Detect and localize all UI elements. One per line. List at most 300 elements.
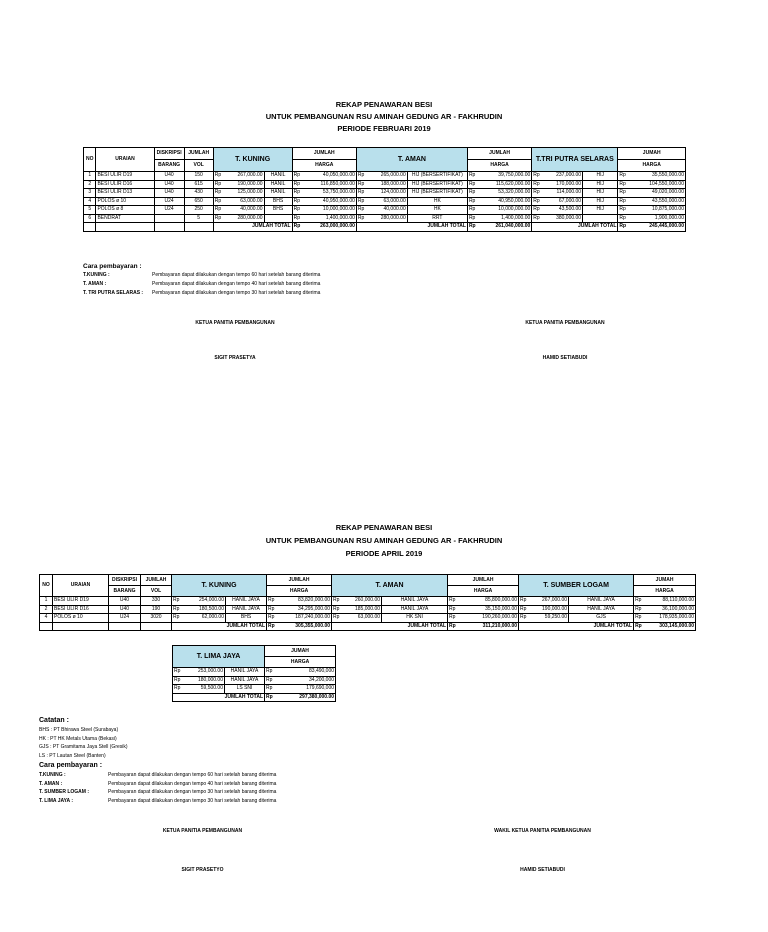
row-total: 40,950,000.00	[478, 197, 532, 206]
row-total: 34,295,000.00	[277, 605, 332, 614]
currency: Rp	[292, 197, 302, 206]
currency: Rp	[356, 172, 367, 181]
total-label: JUMLAH TOTAL	[356, 223, 467, 232]
row-vol: 5	[184, 214, 213, 223]
unit-price: 67,000.00	[543, 197, 582, 206]
unit-price: 63,000.00	[225, 197, 264, 206]
notes-list	[39, 726, 276, 760]
currency: Rp	[618, 206, 629, 215]
row-vol: 3020	[141, 614, 172, 623]
brand: HANIL JAYA	[226, 605, 267, 614]
payment-term	[39, 797, 276, 806]
payment-terms-title: Cara pembayaran :	[83, 263, 142, 270]
col-barang: BARANG	[109, 586, 141, 597]
currency: Rp	[532, 189, 543, 198]
report2-header	[40, 575, 696, 597]
row-total: 104,550,000.00	[629, 180, 685, 189]
total-value: 245,445,000.00	[629, 223, 685, 232]
col-vol: VOL	[141, 586, 172, 597]
currency: Rp	[265, 676, 275, 685]
total-label: JUMLAH TOTAL	[519, 622, 634, 631]
row-uraian: POLOS ø 10	[96, 197, 154, 206]
col-vol: VOL	[184, 160, 213, 172]
row-uraian: BESI ULIR D19	[53, 597, 109, 606]
row-total: 10,000,000.00	[302, 206, 356, 215]
signature-right-title: WAKIL KETUA PANITIA PEMBANGUNAN	[494, 828, 591, 834]
row-no: 1	[84, 172, 96, 181]
total-label: JUMLAH TOTAL	[172, 622, 267, 631]
currency: Rp	[532, 172, 543, 181]
row-uraian: BESI ULIR D19	[96, 172, 154, 181]
currency: Rp	[467, 206, 477, 215]
signature-left-title: KETUA PANITIA PEMBANGUNAN	[195, 320, 275, 326]
row-total: 190,260,000.00	[458, 614, 519, 623]
row-no: 6	[84, 214, 96, 223]
report1-title-line3: PERIODE FEBRUARI 2019	[337, 124, 431, 133]
col-harga: HARGA	[292, 160, 356, 172]
currency: Rp	[449, 622, 456, 629]
row-total: 83,820,000.00	[277, 597, 332, 606]
note-item: HK : PT HK Metals Utama (Bekasi)	[39, 735, 117, 742]
currency: Rp	[172, 605, 182, 614]
currency: Rp	[292, 180, 302, 189]
col-harga: HARGA	[448, 586, 519, 597]
unit-price: 40,000.00	[225, 206, 264, 215]
row-total: 53,750,000.00	[302, 189, 356, 198]
row-total: 1,400,000.00	[302, 214, 356, 223]
currency: Rp	[292, 172, 302, 181]
currency: Rp	[172, 614, 182, 623]
col-jumlah-harga: JUMLAH	[292, 148, 356, 160]
col-jumlah-harga: JUMLAH	[467, 148, 531, 160]
row-total: 10,000,000.00	[478, 206, 532, 215]
row-no: 4	[40, 614, 53, 623]
table-row	[173, 668, 336, 677]
currency: Rp	[213, 214, 224, 223]
term-text: Pembayaran dapat dilakukan dengan tempo 30 hari setelah barang diterima	[152, 290, 321, 296]
row-vol: 250	[184, 206, 213, 215]
row-no: 2	[40, 605, 53, 614]
table-row	[173, 676, 336, 685]
note-item: BHS : PT Bhirawa Steel (Surabaya)	[39, 727, 119, 733]
row-uraian: BENDRAT	[96, 214, 154, 223]
total-value: 303,145,000.00	[644, 622, 696, 631]
report2-body	[40, 597, 696, 623]
payment-term	[39, 771, 276, 780]
vendor-name: T. AMAN :	[83, 281, 107, 287]
brand: HK	[407, 206, 467, 215]
report2-title-line1: REKAP PENAWARAN BESI	[335, 523, 433, 532]
currency: Rp	[173, 668, 183, 677]
signature-right-title: KETUA PANITIA PEMBANGUNAN	[525, 320, 605, 326]
currency: Rp	[213, 180, 224, 189]
brand: HIJ (BERSERTIFIKAT)	[407, 180, 467, 189]
row-total: 36,100,000.00	[644, 605, 696, 614]
brand: HANIL JAYA	[569, 597, 634, 606]
unit-price: 280,000.00	[368, 214, 407, 223]
term-text: Pembayaran dapat dilakukan dengan tempo 40 hari setelah barang diterima	[152, 281, 321, 287]
row-diskripsi	[154, 214, 184, 223]
unit-price: 280,000.00	[225, 214, 264, 223]
row-diskripsi: U24	[154, 197, 184, 206]
row-no: 2	[84, 180, 96, 189]
currency: Rp	[448, 605, 458, 614]
currency: Rp	[292, 223, 302, 232]
col-jumlah-harga: JUMLAH	[267, 575, 332, 586]
currency: Rp	[356, 189, 367, 198]
row-total: 35,150,000.00	[458, 605, 519, 614]
row-diskripsi: U40	[154, 180, 184, 189]
currency: Rp	[618, 180, 629, 189]
total-value: 297,380,000.00	[275, 693, 336, 702]
unit-price: 124,000.00	[368, 189, 407, 198]
currency: Rp	[332, 605, 342, 614]
row-total: 39,750,000.00	[478, 172, 532, 181]
brand: HANIL	[264, 189, 292, 198]
vendor-name: T.KUNING :	[83, 272, 110, 278]
row-diskripsi: U24	[154, 206, 184, 215]
currency: Rp	[618, 197, 629, 206]
brand: GJS	[569, 614, 634, 623]
currency: Rp	[292, 189, 302, 198]
unit-price: 63,000.00	[342, 614, 382, 623]
col-harga: HARGA	[618, 160, 686, 172]
row-total: 178,935,000.00	[644, 614, 696, 623]
currency: Rp	[332, 614, 342, 623]
brand: HIJ	[583, 172, 618, 181]
brand: HANIL JAYA	[225, 676, 265, 685]
payment-term	[83, 271, 320, 280]
row-diskripsi: U40	[109, 597, 141, 606]
row-diskripsi: U40	[109, 605, 141, 614]
row-total: 10,875,000.00	[629, 206, 685, 215]
row-uraian: BESI ULIR D16	[96, 180, 154, 189]
brand: HIJ	[583, 197, 618, 206]
currency: Rp	[292, 206, 302, 215]
brand: HK	[407, 197, 467, 206]
col-harga: HARGA	[467, 160, 531, 172]
lima-jaya-table	[172, 645, 336, 702]
currency: Rp	[172, 597, 182, 606]
currency: Rp	[265, 685, 275, 694]
row-total: 85,800,000.00	[458, 597, 519, 606]
unit-price: 188,000.00	[368, 180, 407, 189]
signature-right-name: HAMID SETIABUDI	[542, 355, 588, 361]
brand: HANIL	[264, 172, 292, 181]
row-vol: 190	[141, 605, 172, 614]
col-jumlah: JUMLAH	[184, 148, 213, 160]
table-row	[84, 214, 686, 223]
row-total: 43,550,000.00	[629, 197, 685, 206]
unit-price: 380,000.00	[543, 214, 582, 223]
brand: HIJ	[583, 189, 618, 198]
col-jumah: JUMAH	[265, 646, 336, 657]
unit-price: 43,500.00	[543, 206, 582, 215]
currency: Rp	[467, 180, 477, 189]
brand: LS SNI	[225, 685, 265, 694]
signature-left-title: KETUA PANITIA PEMBANGUNAN	[162, 828, 243, 834]
row-diskripsi: U40	[154, 172, 184, 181]
report1-body	[84, 172, 686, 223]
unit-price: 185,000.00	[342, 605, 382, 614]
report2-total	[40, 622, 696, 631]
table-row	[84, 172, 686, 181]
currency: Rp	[332, 597, 342, 606]
unit-price: 180,500.00	[182, 605, 226, 614]
currency: Rp	[618, 189, 629, 198]
unit-price: 40,000.00	[368, 206, 407, 215]
vendor-name: T. LIMA JAYA :	[39, 797, 73, 804]
vendor-header: T. LIMA JAYA	[173, 646, 265, 668]
row-total: 116,850,000.00	[302, 180, 356, 189]
currency: Rp	[634, 605, 644, 614]
lima-jaya-total	[173, 693, 336, 702]
unit-price: 190,000.00	[225, 180, 264, 189]
signature-left-name: SIGIT PRASETYA	[214, 355, 256, 361]
unit-price: 265,000.00	[368, 172, 407, 181]
unit-price: 190,000.00	[529, 605, 569, 614]
currency: Rp	[448, 597, 458, 606]
col-uraian: URAIAN	[53, 575, 109, 597]
row-total: 1,400,000.00	[478, 214, 532, 223]
brand: BHS	[264, 206, 292, 215]
currency: Rp	[173, 676, 183, 685]
payment-term	[83, 280, 320, 289]
term-text: Pembayaran dapat dilakukan dengan tempo 60 hari setelah barang diterima	[108, 772, 277, 778]
currency: Rp	[635, 622, 642, 629]
currency: Rp	[265, 668, 275, 677]
col-barang: BARANG	[154, 160, 184, 172]
currency: Rp	[266, 693, 273, 700]
report2-notes	[39, 715, 276, 805]
table-row	[40, 597, 696, 606]
currency: Rp	[448, 614, 458, 623]
currency: Rp	[532, 206, 543, 215]
table-row	[84, 197, 686, 206]
report1-payment-terms	[83, 262, 320, 298]
total-label: JUMLAH TOTAL	[173, 693, 265, 702]
brand: HIJ (BERSERTIFIKAT)	[407, 172, 467, 181]
currency: Rp	[356, 180, 367, 189]
total-value: 305,355,000.00	[277, 622, 332, 631]
unit-price: 170,000.00	[543, 180, 582, 189]
payment-terms-title: Cara pembayaran :	[39, 762, 103, 769]
brand: BHS	[226, 614, 267, 623]
total-label: JUMLAH TOTAL	[213, 223, 292, 232]
currency: Rp	[173, 685, 183, 694]
unit-price: 59,500.00	[183, 685, 225, 694]
row-total: 115,620,000.00	[478, 180, 532, 189]
vendor-name: T. SUMBER LOGAM :	[39, 789, 89, 795]
vendor-header: T. SUMBER LOGAM	[519, 575, 634, 597]
vendor-name: T. AMAN :	[39, 780, 63, 787]
row-total: 1,900,000.00	[629, 214, 685, 223]
unit-price: 180,000.00	[183, 676, 225, 685]
currency: Rp	[267, 597, 277, 606]
total-label: JUMLAH TOTAL	[532, 223, 618, 232]
col-jumlah-harga: JUMLAH	[448, 575, 519, 586]
total-value: 263,000,000.00	[302, 223, 356, 232]
brand: HK SNI	[382, 614, 448, 623]
row-diskripsi: U40	[154, 189, 184, 198]
notes-title: Catatan :	[39, 717, 69, 724]
table-row	[173, 685, 336, 694]
brand	[583, 214, 618, 223]
row-total: 40,950,000.00	[302, 197, 356, 206]
unit-price: 62,000.00	[182, 614, 226, 623]
total-value: 261,040,000.00	[478, 223, 532, 232]
row-vol: 650	[184, 197, 213, 206]
table-row	[40, 614, 696, 623]
currency: Rp	[519, 614, 529, 623]
term-text: Pembayaran dapat dilakukan dengan tempo 40 hari setelah barang diterima	[108, 780, 277, 787]
row-total: 34,200,000	[275, 676, 336, 685]
col-harga: HARGA	[634, 586, 696, 597]
unit-price: 267,000.00	[225, 172, 264, 181]
brand: HANIL	[264, 180, 292, 189]
unit-price: 114,000.00	[543, 189, 582, 198]
currency: Rp	[519, 605, 529, 614]
brand	[264, 214, 292, 223]
signature-right-name: HAMID SETIABUDI	[520, 867, 565, 873]
unit-price: 267,000.00	[529, 597, 569, 606]
report1-title-line1: REKAP PENAWARAN BESI	[335, 100, 433, 109]
col-harga: HARGA	[265, 657, 336, 668]
row-no: 5	[84, 206, 96, 215]
currency: Rp	[634, 614, 644, 623]
unit-price: 254,000.00	[182, 597, 226, 606]
signature-left-name: SIGIT PRASETYO	[181, 867, 224, 873]
report2-title-line3: PERIODE APRIL 2019	[345, 549, 423, 558]
currency: Rp	[267, 605, 277, 614]
col-uraian: URAIAN	[96, 148, 154, 172]
vendor-header: T. KUNING	[213, 148, 292, 172]
total-label: JUMLAH TOTAL	[332, 622, 448, 631]
currency: Rp	[467, 189, 477, 198]
unit-price: 63,000.00	[368, 197, 407, 206]
currency: Rp	[618, 172, 629, 181]
table-row	[84, 180, 686, 189]
lima-jaya-body	[173, 668, 336, 694]
term-text: Pembayaran dapat dilakukan dengan tempo 60 hari setelah barang diterima	[152, 272, 321, 278]
vendor-header: T. AMAN	[356, 148, 467, 172]
col-diskripsi: DISKRIPSI	[154, 148, 184, 160]
currency: Rp	[356, 214, 367, 223]
report1-total	[84, 223, 686, 232]
brand: HIJ	[583, 206, 618, 215]
row-diskripsi: U24	[109, 614, 141, 623]
row-total: 179,690,000	[275, 685, 336, 694]
payment-term	[39, 788, 276, 797]
row-vol: 150	[184, 172, 213, 181]
vendor-name: T. TRI PUTRA SELARAS :	[83, 290, 144, 296]
row-uraian: POLOS ø 8	[96, 206, 154, 215]
currency: Rp	[532, 197, 543, 206]
row-no: 4	[84, 197, 96, 206]
currency: Rp	[356, 206, 367, 215]
unit-price: 253,000.00	[183, 668, 225, 677]
unit-price: 237,000.00	[543, 172, 582, 181]
currency: Rp	[618, 223, 629, 232]
col-no: NO	[84, 148, 96, 172]
report2-table	[39, 574, 696, 631]
payment-term	[39, 780, 276, 789]
currency: Rp	[532, 180, 543, 189]
row-total: 35,550,000.00	[629, 172, 685, 181]
unit-price: 59,250.00	[529, 614, 569, 623]
col-harga: HARGA	[267, 586, 332, 597]
currency: Rp	[213, 206, 224, 215]
brand: HANIL JAYA	[569, 605, 634, 614]
payment-terms-list	[39, 771, 276, 805]
report2-title-line2: UNTUK PEMBANGUNAN RSU AMINAH GEDUNG AR - FAKHRUDIN	[265, 536, 503, 545]
term-text: Pembayaran dapat dilakukan dengan tempo 30 hari setelah barang diterima	[108, 789, 277, 795]
row-no: 1	[40, 597, 53, 606]
col-no: NO	[40, 575, 53, 597]
row-total: 83,490,000	[275, 668, 336, 677]
row-vol: 615	[184, 180, 213, 189]
brand: HANIL JAYA	[226, 597, 267, 606]
brand: HIJ	[583, 180, 618, 189]
vendor-name: T.KUNING :	[39, 772, 66, 778]
row-vol: 430	[184, 189, 213, 198]
payment-term	[83, 289, 320, 298]
row-uraian: BESI ULIR D13	[96, 189, 154, 198]
row-vol: 330	[141, 597, 172, 606]
row-total: 40,050,000.00	[302, 172, 356, 181]
currency: Rp	[618, 214, 629, 223]
brand: RRT	[407, 214, 467, 223]
table-row	[84, 206, 686, 215]
total-value: 311,210,000.00	[458, 622, 519, 631]
unit-price: 260,000.00	[342, 597, 382, 606]
currency: Rp	[467, 197, 477, 206]
currency: Rp	[356, 197, 367, 206]
col-jumah: JUMAH	[634, 575, 696, 586]
vendor-header: T.TRI PUTRA SELARAS	[532, 148, 618, 172]
brand: HIJ (BERSERTIFIKAT)	[407, 189, 467, 198]
table-row	[40, 605, 696, 614]
currency: Rp	[267, 614, 277, 623]
col-jumlah: JUMLAH	[141, 575, 172, 586]
currency: Rp	[213, 172, 224, 181]
report1-table	[83, 147, 686, 232]
row-total: 88,110,000.00	[644, 597, 696, 606]
brand: BHS	[264, 197, 292, 206]
unit-price: 125,000.00	[225, 189, 264, 198]
vendor-header: T. AMAN	[332, 575, 448, 597]
row-total: 49,020,000.00	[629, 189, 685, 198]
row-uraian: POLOS ø 10	[53, 614, 109, 623]
currency: Rp	[519, 597, 529, 606]
vendor-header: T. KUNING	[172, 575, 267, 597]
currency: Rp	[634, 597, 644, 606]
brand: HANIL JAYA	[382, 605, 448, 614]
currency: Rp	[532, 214, 543, 223]
row-uraian: BESI ULIR D16	[53, 605, 109, 614]
lima-jaya-header	[173, 646, 336, 668]
report1-title-line2: UNTUK PEMBANGUNAN RSU AMINAH GEDUNG AR - FAKHRUDIN	[265, 112, 503, 121]
col-diskripsi: DISKRIPSI	[109, 575, 141, 586]
currency: Rp	[467, 172, 477, 181]
table-row	[84, 189, 686, 198]
col-jumah: JUMAH	[618, 148, 686, 160]
brand: HANIL JAYA	[382, 597, 448, 606]
payment-terms-list	[83, 271, 320, 298]
row-total: 53,320,000.00	[478, 189, 532, 198]
term-text: Pembayaran dapat dilakukan dengan tempo 30 hari setelah barang diterima	[108, 797, 277, 804]
note-item: GJS : PT Gramitama Jaya Stell (Gresik)	[39, 744, 128, 750]
